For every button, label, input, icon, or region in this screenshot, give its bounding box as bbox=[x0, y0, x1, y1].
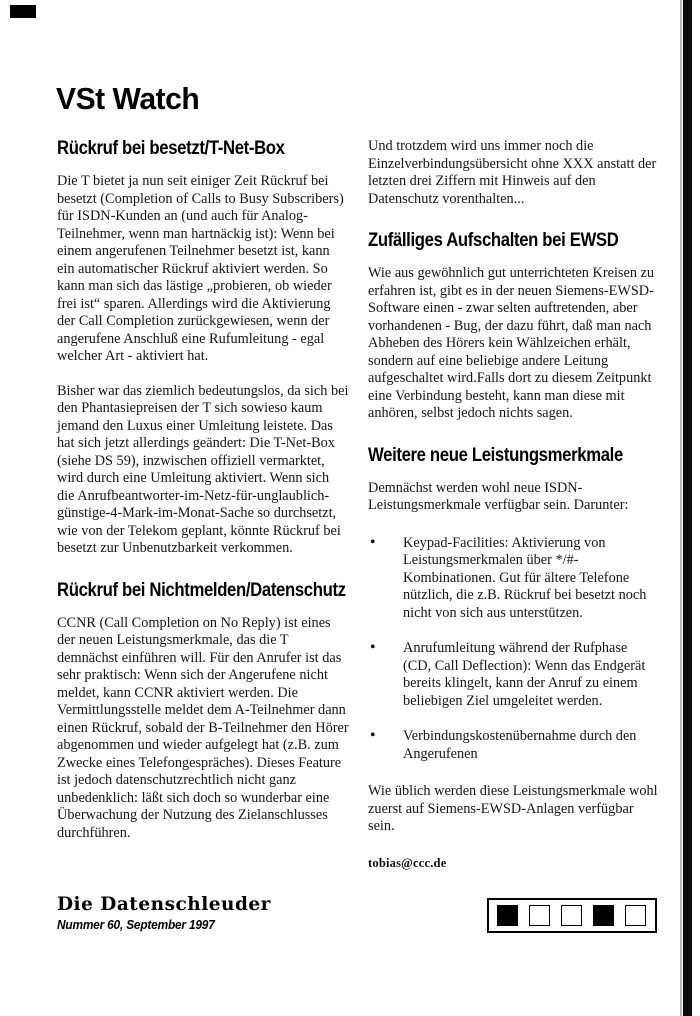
scan-edge-bar bbox=[683, 0, 692, 1016]
marker-square bbox=[625, 905, 646, 926]
intro-paragraph: Und trotzdem wird uns immer noch die Einzelverbindungsübersicht ohne XXX anstatt der letzten drei Ziffern mit Hinweis auf den Datenschutz vorenthalten... bbox=[368, 138, 657, 207]
feature-bullet-list bbox=[368, 535, 659, 764]
article-rueckruf-nichtmelden bbox=[57, 580, 350, 843]
bullet-item: • Verbindungskostenübernahme durch den Angerufenen bbox=[368, 728, 659, 763]
issue-line: Nummer 60, September 1997 bbox=[57, 918, 215, 932]
closing-paragraph: Wie üblich werden diese Leistungsmerkmale wohl zuerst auf Siemens-EWSD-Anlagen verfügbar sein. bbox=[368, 783, 658, 834]
bullet-item: • Keypad-Facilities: Aktivierung von Leistungsmerkmalen über */#-Kombinationen. Gut für ältere Telefone nützlich, die z.B. Rückruf bei besetzt noch nicht von sich aus unterstützen. bbox=[368, 535, 659, 623]
marker-square bbox=[593, 905, 614, 926]
bullet-item: • Anrufumleitung während der Rufphase (CD, Call Deflection): Wenn das Endgerät bereits klingelt, kann der Anruf zu einem beliebigen Ziel umgeleitet werden. bbox=[368, 640, 659, 710]
article-paragraph: CCNR (Call Completion on No Reply) ist eines der neuen Leistungsmerkmale, das die T demnächst einführen will. Für den Anrufer ist das sehr praktisch: Wenn sich der Angerufene nicht meldet, kann CCNR aktiviert werden. Die Vermittlungsstelle meldet dem A-Teilnehmer dann einen Rückruf, sobald der B-Teilnehmer den Hörer abgenommen und wieder aufgelegt hat (z.B. zum Zwecke eines Telefongespräches). Dieses Feature ist jedoch datenschutzrechtlich nicht ganz unbedenklich: läßt sich doch so wunderbar eine Überwachung der Nutzung des Zielanschlusses durchführen. bbox=[57, 614, 349, 841]
magazine-name: Die Datenschleuder bbox=[57, 894, 271, 915]
page-title: VSt Watch bbox=[56, 80, 200, 116]
marker-square bbox=[529, 905, 550, 926]
article-paragraph: Demnächst werden wohl neue ISDN-Leistungsmerkmale verfügbar sein. Darunter: bbox=[368, 479, 629, 513]
article-aufschalten-ewsd bbox=[368, 230, 659, 423]
scan-corner-mark bbox=[10, 5, 36, 18]
footer-imprint bbox=[57, 894, 271, 932]
article-paragraph: Bisher war das ziemlich bedeutungslos, da sich bei den Phantasiepreisen der T sich sowieso kaum jemand den Luxus einer Umleitung leistete. Das hat sich jetzt allerdings geändert: Die T-Net-Box (siehe DS 59), inzwischen offiziell vermarktet, wird durch eine Umleitung aktiviert. Wenn sich die Anrufbeantworter-im-Netz-für-unglaublich-günstige-4-Mark-im-Monat-Sache so durchsetzt, wie von der Telekom geplant, könnte Rückruf bei besetzt zur Unbenutzbarkeit verkommen. bbox=[57, 382, 349, 556]
article-heading: Rückruf bei besetzt/T-Net-Box bbox=[57, 138, 285, 159]
article-paragraph: Wie aus gewöhnlich gut unterrichteten Kreisen zu erfahren ist, gibt es in der neuen Siemens-EWSD-Software einen - zwar selten auftretenden, aber vorhandenen - Bug, der dazu führt, daß man nach Abheben des Hörers kein Wählzeichen erhält, sondern auf eine beliebige andere Leitung aufgeschaltet wird.Falls dort zu diesem Zeitpunkt eine Verbindung besteht, kann man diese mit anhören, selbst jedoch nichts sagen. bbox=[368, 265, 655, 421]
left-column bbox=[57, 138, 350, 859]
marker-square bbox=[561, 905, 582, 926]
article-rueckruf-besetzt bbox=[57, 138, 350, 558]
right-column bbox=[368, 138, 659, 871]
marker-square bbox=[497, 905, 518, 926]
issue-marker-box bbox=[487, 898, 657, 933]
article-heading: Zufälliges Aufschalten bei EWSD bbox=[368, 230, 619, 251]
author-email: tobias@ccc.de bbox=[368, 855, 447, 870]
article-paragraph: Die T bietet ja nun seit einiger Zeit Rückruf bei besetzt (Completion of Calls to Busy Subscribers) für ISDN-Kunden an (und auch für Analog-Teilnehmer, wenn man hartnäckig ist): Wenn bei einem angerufenen Teilnehmer besetzt ist, kann ein automatischer Rückruf aktiviert werden. So kann man sich das lästige „probieren, ob wieder frei ist“ sparen. Allerdings wird die Aktivierung der Call Completion zurückgewiesen, wenn der angerufene Anschluß eine Rufumleitung - egal welcher Art - aktiviert hat. bbox=[57, 173, 344, 364]
article-heading: Weitere neue Leistungsmerkmale bbox=[368, 444, 623, 466]
article-leistungsmerkmale bbox=[368, 445, 659, 836]
article-heading: Rückruf bei Nichtmelden/Datenschutz bbox=[57, 579, 346, 601]
